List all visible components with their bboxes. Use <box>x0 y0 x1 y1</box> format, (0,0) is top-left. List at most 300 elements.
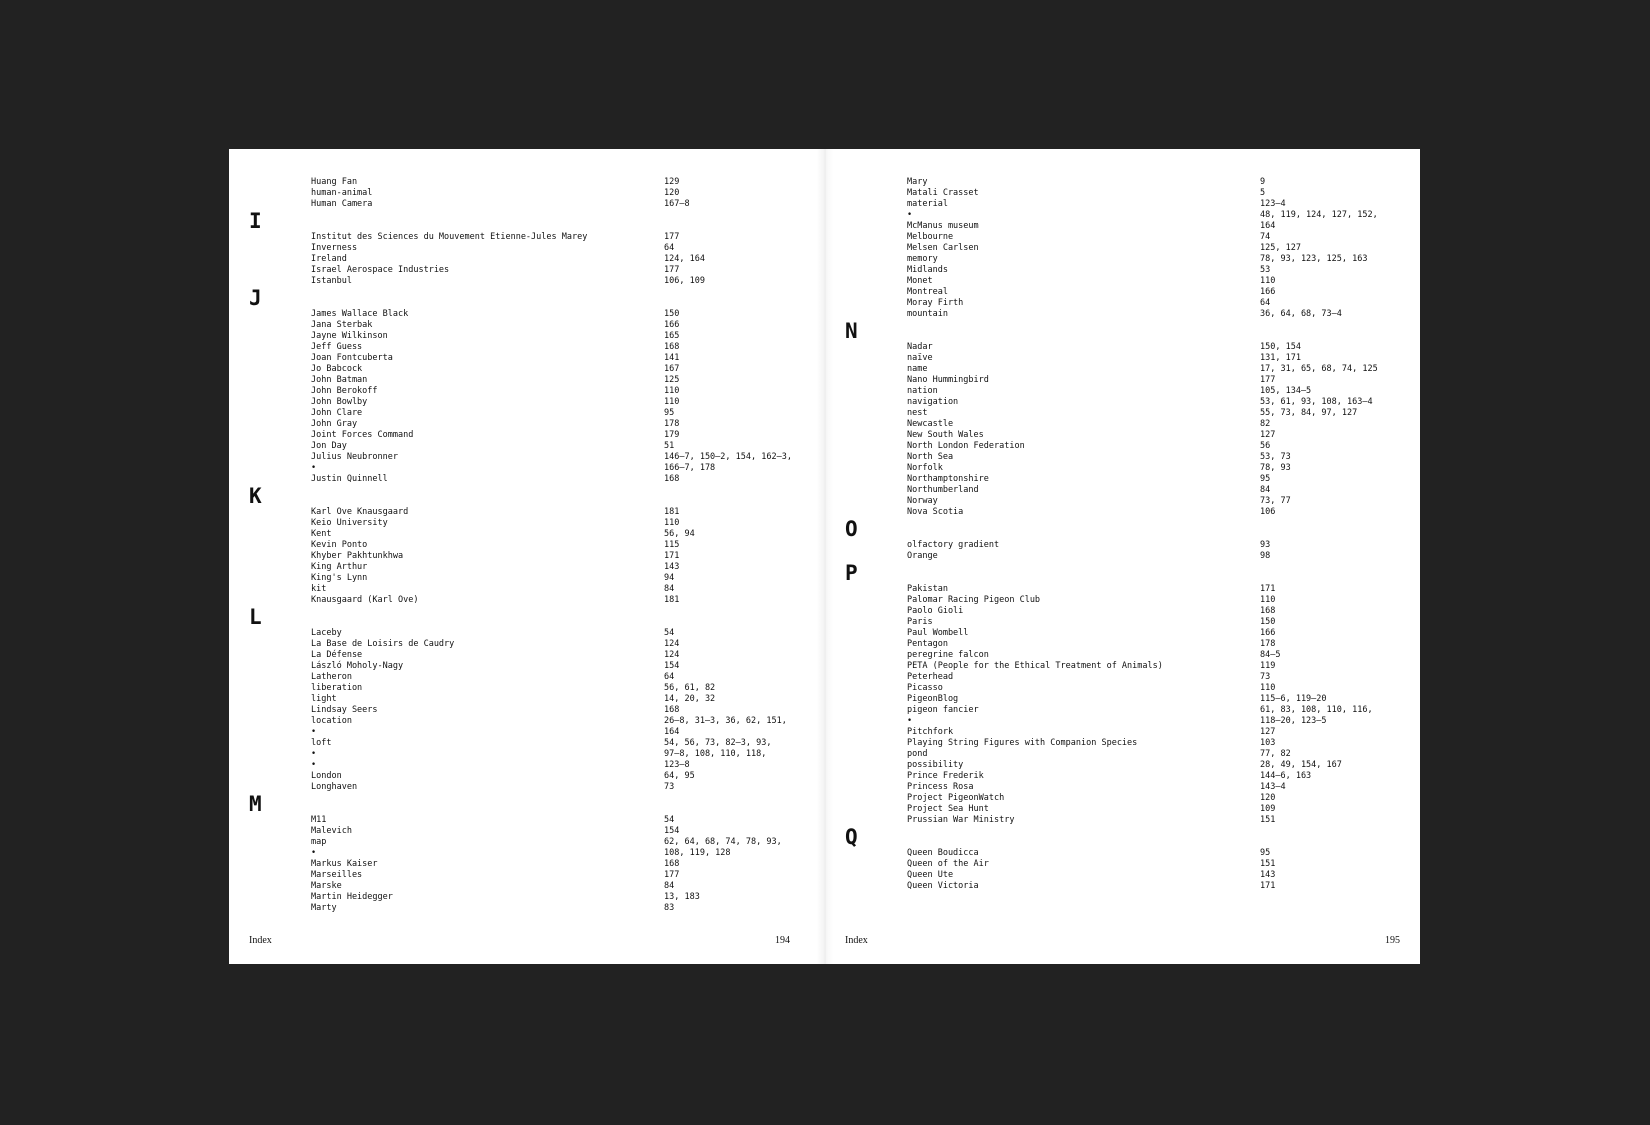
entry-term: material <box>907 199 948 209</box>
entry-pages: 171 <box>1260 881 1276 891</box>
index-entry <box>229 276 824 287</box>
entry-term: • <box>311 749 317 759</box>
entry-term: mountain <box>907 309 948 319</box>
index-entry <box>229 837 824 848</box>
index-entry <box>825 496 1420 507</box>
index-entry <box>229 584 824 595</box>
index-entry <box>229 408 824 419</box>
entry-term: Khyber Pakhtunkhwa <box>311 551 404 561</box>
entry-pages: 150 <box>664 309 680 319</box>
index-entry <box>825 584 1420 595</box>
index-entry <box>825 661 1420 672</box>
entry-pages: 178 <box>1260 639 1276 649</box>
entry-pages: 143–4 <box>1260 782 1286 792</box>
index-entry <box>825 738 1420 749</box>
index-entry <box>825 243 1420 254</box>
entry-term: Peterhead <box>907 672 954 682</box>
entry-pages: 74 <box>1260 232 1271 242</box>
index-entry <box>825 650 1420 661</box>
entry-pages: 110 <box>664 518 680 528</box>
index-entry <box>825 287 1420 298</box>
entry-pages: 177 <box>664 870 680 880</box>
section-letter: M <box>249 792 262 816</box>
index-entry <box>825 452 1420 463</box>
entry-term: Jo Babcock <box>311 364 363 374</box>
index-entry <box>825 419 1420 430</box>
entry-pages: 166 <box>1260 628 1276 638</box>
index-entry <box>825 606 1420 617</box>
entry-pages: 166 <box>664 320 680 330</box>
entry-term: • <box>311 727 317 737</box>
entry-term: Palomar Racing Pigeon Club <box>907 595 1041 605</box>
entry-pages: 123–8 <box>664 760 690 770</box>
entry-pages: 14, 20, 32 <box>664 694 716 704</box>
index-entry <box>825 749 1420 760</box>
index-entry <box>825 595 1420 606</box>
entry-term: human-animal <box>311 188 373 198</box>
entry-pages: 82 <box>1260 419 1271 429</box>
entry-term: Ireland <box>311 254 347 264</box>
entry-pages: 62, 64, 68, 74, 78, 93, <box>664 837 782 847</box>
entry-term: Institut des Sciences du Mouvement Etienne-Jules Marey <box>311 232 588 242</box>
index-entry <box>825 485 1420 496</box>
index-entry <box>229 353 824 364</box>
entry-pages: 168 <box>664 474 680 484</box>
entry-term: Jana Sterbak <box>311 320 373 330</box>
entry-term: • <box>311 463 317 473</box>
entry-pages: 131, 171 <box>1260 353 1301 363</box>
entry-term: La Défense <box>311 650 363 660</box>
entry-pages: 95 <box>1260 474 1271 484</box>
entry-pages: 94 <box>664 573 675 583</box>
index-entry <box>825 177 1420 188</box>
entry-pages: 124 <box>664 650 680 660</box>
entry-term: McManus museum <box>907 221 979 231</box>
index-entry <box>229 727 824 738</box>
entry-term: Longhaven <box>311 782 358 792</box>
index-entry <box>229 397 824 408</box>
index-entry <box>229 826 824 837</box>
index-entry <box>825 507 1420 518</box>
section-letter: Q <box>845 825 858 849</box>
right-page-number: 195 <box>1385 935 1400 946</box>
index-entry <box>229 870 824 881</box>
entry-pages: 127 <box>1260 727 1276 737</box>
index-entry <box>229 650 824 661</box>
entry-pages: 106 <box>1260 507 1276 517</box>
entry-term: John Berokoff <box>311 386 378 396</box>
entry-pages: 168 <box>664 342 680 352</box>
entry-pages: 110 <box>1260 276 1276 286</box>
entry-pages: 106, 109 <box>664 276 705 286</box>
entry-term: Pentagon <box>907 639 948 649</box>
entry-term: kit <box>311 584 327 594</box>
entry-pages: 95 <box>1260 848 1271 858</box>
entry-term: loft <box>311 738 332 748</box>
index-entry <box>229 595 824 606</box>
index-entry <box>825 804 1420 815</box>
index-entry <box>229 375 824 386</box>
index-entry <box>229 661 824 672</box>
entry-pages: 97–8, 108, 110, 118, <box>664 749 767 759</box>
index-entry <box>229 540 824 551</box>
index-entry <box>229 672 824 683</box>
entry-pages: 64 <box>664 672 675 682</box>
entry-pages: 64 <box>1260 298 1271 308</box>
entry-pages: 179 <box>664 430 680 440</box>
entry-pages: 120 <box>664 188 680 198</box>
entry-pages: 168 <box>664 859 680 869</box>
entry-term: King's Lynn <box>311 573 368 583</box>
index-entry <box>825 210 1420 221</box>
entry-term: Prince Frederik <box>907 771 984 781</box>
entry-pages: 166–7, 178 <box>664 463 716 473</box>
entry-pages: 84 <box>664 584 675 594</box>
entry-term: PigeonBlog <box>907 694 959 704</box>
entry-term: Picasso <box>907 683 943 693</box>
index-entry <box>825 298 1420 309</box>
entry-term: James Wallace Black <box>311 309 409 319</box>
entry-term: Israel Aerospace Industries <box>311 265 450 275</box>
index-entry <box>229 639 824 650</box>
section-letter: N <box>845 319 858 343</box>
right-page <box>825 149 1420 964</box>
entry-pages: 164 <box>664 727 680 737</box>
index-entry <box>825 782 1420 793</box>
left-index-list <box>229 177 824 914</box>
entry-term: PETA (People for the Ethical Treatment of Animals) <box>907 661 1163 671</box>
entry-term: La Base de Loisirs de Caudry <box>311 639 455 649</box>
index-entry <box>825 639 1420 650</box>
entry-term: Newcastle <box>907 419 954 429</box>
entry-term: Julius Neubronner <box>311 452 398 462</box>
entry-pages: 167–8 <box>664 199 690 209</box>
entry-pages: 84 <box>664 881 675 891</box>
index-entry <box>229 903 824 914</box>
entry-pages: 56, 94 <box>664 529 695 539</box>
entry-term: Norfolk <box>907 463 943 473</box>
index-entry <box>229 320 824 331</box>
entry-pages: 13, 183 <box>664 892 700 902</box>
left-footer-label: Index <box>249 935 272 946</box>
entry-term: Latheron <box>311 672 352 682</box>
entry-pages: 120 <box>1260 793 1276 803</box>
right-index-list <box>825 177 1420 892</box>
entry-term: Marty <box>311 903 337 913</box>
entry-pages: 83 <box>664 903 675 913</box>
entry-pages: 171 <box>664 551 680 561</box>
entry-term: Laceby <box>311 628 342 638</box>
entry-term: Kent <box>311 529 332 539</box>
entry-pages: 109 <box>1260 804 1276 814</box>
index-entry <box>229 331 824 342</box>
index-entry <box>229 628 824 639</box>
entry-term: Lindsay Seers <box>311 705 378 715</box>
index-entry <box>229 694 824 705</box>
entry-term: Queen Boudicca <box>907 848 979 858</box>
entry-pages: 95 <box>664 408 675 418</box>
index-section <box>825 825 1420 892</box>
entry-pages: 73 <box>1260 672 1271 682</box>
entry-pages: 54 <box>664 815 675 825</box>
entry-pages: 103 <box>1260 738 1276 748</box>
entry-pages: 178 <box>664 419 680 429</box>
index-entry <box>825 848 1420 859</box>
entry-term: Marseilles <box>311 870 363 880</box>
entry-term: possibility <box>907 760 964 770</box>
entry-pages: 129 <box>664 177 680 187</box>
index-entry <box>229 507 824 518</box>
entry-term: Martin Heidegger <box>311 892 393 902</box>
entry-pages: 61, 83, 108, 110, 116, <box>1260 705 1373 715</box>
entry-pages: 98 <box>1260 551 1271 561</box>
entry-term: Markus Kaiser <box>311 859 378 869</box>
index-entry <box>825 727 1420 738</box>
index-entry <box>825 705 1420 716</box>
index-entry <box>229 892 824 903</box>
entry-term: John Batman <box>311 375 368 385</box>
entry-term: • <box>311 760 317 770</box>
entry-pages: 110 <box>664 386 680 396</box>
entry-term: name <box>907 364 928 374</box>
index-entry <box>825 694 1420 705</box>
index-entry <box>825 760 1420 771</box>
entry-pages: 119 <box>1260 661 1276 671</box>
entry-term: Montreal <box>907 287 948 297</box>
index-entry <box>229 364 824 375</box>
entry-pages: 171 <box>1260 584 1276 594</box>
entry-pages: 54, 56, 73, 82–3, 93, <box>664 738 772 748</box>
index-entry <box>825 683 1420 694</box>
entry-pages: 53, 61, 93, 108, 163–4 <box>1260 397 1373 407</box>
entry-pages: 84 <box>1260 485 1271 495</box>
index-entry <box>825 881 1420 892</box>
section-letter: I <box>249 209 262 233</box>
entry-term: North Sea <box>907 452 954 462</box>
entry-pages: 26–8, 31–3, 36, 62, 151, <box>664 716 787 726</box>
entry-term: Istanbul <box>311 276 352 286</box>
entry-pages: 151 <box>1260 859 1276 869</box>
index-entry <box>229 188 824 199</box>
entry-pages: 51 <box>664 441 675 451</box>
index-entry <box>229 705 824 716</box>
entry-term: Midlands <box>907 265 948 275</box>
index-section <box>229 484 824 606</box>
entry-pages: 177 <box>664 265 680 275</box>
index-entry <box>229 573 824 584</box>
index-section <box>229 605 824 793</box>
entry-term: László Moholy-Nagy <box>311 661 404 671</box>
entry-term: Jeff Guess <box>311 342 363 352</box>
index-entry <box>229 441 824 452</box>
entry-pages: 124, 164 <box>664 254 705 264</box>
entry-term: North London Federation <box>907 441 1025 451</box>
entry-term: Princess Rosa <box>907 782 974 792</box>
entry-pages: 177 <box>1260 375 1276 385</box>
entry-pages: 177 <box>664 232 680 242</box>
entry-pages: 110 <box>1260 683 1276 693</box>
entry-term: King Arthur <box>311 562 368 572</box>
index-entry <box>229 782 824 793</box>
index-entry <box>229 738 824 749</box>
entry-term: nation <box>907 386 938 396</box>
index-entry <box>825 441 1420 452</box>
index-entry <box>825 265 1420 276</box>
index-entry <box>229 342 824 353</box>
index-entry <box>229 551 824 562</box>
index-entry <box>229 562 824 573</box>
entry-term: Inverness <box>311 243 358 253</box>
entry-term: Melbourne <box>907 232 954 242</box>
entry-term: Orange <box>907 551 938 561</box>
index-entry <box>825 430 1420 441</box>
section-letter: J <box>249 286 262 310</box>
entry-term: Mary <box>907 177 928 187</box>
section-letter: P <box>845 561 858 585</box>
entry-term: Queen Victoria <box>907 881 979 891</box>
entry-pages: 150, 154 <box>1260 342 1301 352</box>
entry-term: Queen Ute <box>907 870 954 880</box>
entry-pages: 115 <box>664 540 680 550</box>
entry-term: nest <box>907 408 928 418</box>
entry-term: pigeon fancier <box>907 705 979 715</box>
entry-pages: 36, 64, 68, 73–4 <box>1260 309 1342 319</box>
entry-pages: 28, 49, 154, 167 <box>1260 760 1342 770</box>
entry-term: Queen of the Air <box>907 859 989 869</box>
index-section <box>229 209 824 287</box>
entry-term: Matali Crasset <box>907 188 979 198</box>
entry-pages: 154 <box>664 661 680 671</box>
book-spread <box>229 149 1420 964</box>
index-entry <box>229 529 824 540</box>
entry-term: M11 <box>311 815 327 825</box>
entry-pages: 164 <box>1260 221 1276 231</box>
index-entry <box>229 419 824 430</box>
index-entry <box>229 254 824 265</box>
index-entry <box>825 859 1420 870</box>
index-section <box>825 561 1420 826</box>
index-entry <box>825 221 1420 232</box>
index-entry <box>825 309 1420 320</box>
index-entry <box>825 364 1420 375</box>
entry-pages: 154 <box>664 826 680 836</box>
entry-term: liberation <box>311 683 363 693</box>
entry-term: Keio University <box>311 518 388 528</box>
entry-term: Paris <box>907 617 933 627</box>
entry-term: memory <box>907 254 938 264</box>
index-entry <box>229 815 824 826</box>
entry-pages: 115–6, 119–20 <box>1260 694 1327 704</box>
entry-term: Nano Hummingbird <box>907 375 989 385</box>
section-letter: O <box>845 517 858 541</box>
entry-term: Justin Quinnell <box>311 474 388 484</box>
entry-term: Kevin Ponto <box>311 540 368 550</box>
entry-pages: 146–7, 150–2, 154, 162–3, <box>664 452 792 462</box>
entry-pages: 181 <box>664 507 680 517</box>
entry-pages: 150 <box>1260 617 1276 627</box>
index-entry <box>825 386 1420 397</box>
entry-pages: 181 <box>664 595 680 605</box>
left-page <box>229 149 824 964</box>
entry-pages: 127 <box>1260 430 1276 440</box>
entry-term: Project Sea Hunt <box>907 804 989 814</box>
entry-term: Nadar <box>907 342 933 352</box>
entry-term: olfactory gradient <box>907 540 1000 550</box>
entry-pages: 167 <box>664 364 680 374</box>
entry-pages: 53 <box>1260 265 1271 275</box>
entry-term: Northamptonshire <box>907 474 989 484</box>
index-entry <box>229 463 824 474</box>
entry-term: John Clare <box>311 408 363 418</box>
index-entry <box>825 716 1420 727</box>
index-entry <box>229 683 824 694</box>
index-section <box>229 177 824 210</box>
entry-pages: 108, 119, 128 <box>664 848 731 858</box>
entry-pages: 77, 82 <box>1260 749 1291 759</box>
section-letter: L <box>249 605 262 629</box>
entry-term: Project PigeonWatch <box>907 793 1005 803</box>
entry-pages: 143 <box>664 562 680 572</box>
left-page-number: 194 <box>775 935 790 946</box>
entry-pages: 168 <box>664 705 680 715</box>
index-entry <box>825 815 1420 826</box>
index-entry <box>229 749 824 760</box>
index-entry <box>825 188 1420 199</box>
entry-term: Jon Day <box>311 441 347 451</box>
entry-pages: 5 <box>1260 188 1266 198</box>
index-entry <box>825 199 1420 210</box>
index-entry <box>825 254 1420 265</box>
index-entry <box>825 408 1420 419</box>
entry-pages: 56 <box>1260 441 1271 451</box>
entry-term: Marske <box>311 881 342 891</box>
entry-term: naïve <box>907 353 933 363</box>
entry-term: navigation <box>907 397 959 407</box>
index-entry <box>229 309 824 320</box>
entry-pages: 84–5 <box>1260 650 1281 660</box>
entry-pages: 17, 31, 65, 68, 74, 125 <box>1260 364 1378 374</box>
entry-term: • <box>907 716 913 726</box>
section-letter: K <box>249 484 262 508</box>
entry-pages: 151 <box>1260 815 1276 825</box>
entry-term: Norway <box>907 496 938 506</box>
entry-pages: 78, 93 <box>1260 463 1291 473</box>
entry-term: peregrine falcon <box>907 650 989 660</box>
entry-pages: 165 <box>664 331 680 341</box>
index-entry <box>229 848 824 859</box>
index-entry <box>229 760 824 771</box>
index-entry <box>229 386 824 397</box>
index-entry <box>825 672 1420 683</box>
entry-term: • <box>907 210 913 220</box>
index-section <box>229 286 824 485</box>
entry-pages: 144–6, 163 <box>1260 771 1312 781</box>
entry-term: Melsen Carlsen <box>907 243 979 253</box>
index-section <box>229 792 824 914</box>
entry-term: Knausgaard (Karl Ove) <box>311 595 419 605</box>
index-entry <box>229 199 824 210</box>
entry-term: Paul Wombell <box>907 628 969 638</box>
entry-pages: 125 <box>664 375 680 385</box>
entry-term: Jayne Wilkinson <box>311 331 388 341</box>
entry-term: Northumberland <box>907 485 979 495</box>
entry-pages: 73, 77 <box>1260 496 1291 506</box>
entry-pages: 9 <box>1260 177 1266 187</box>
index-entry <box>229 859 824 870</box>
entry-term: • <box>311 848 317 858</box>
index-entry <box>825 353 1420 364</box>
index-entry <box>825 232 1420 243</box>
